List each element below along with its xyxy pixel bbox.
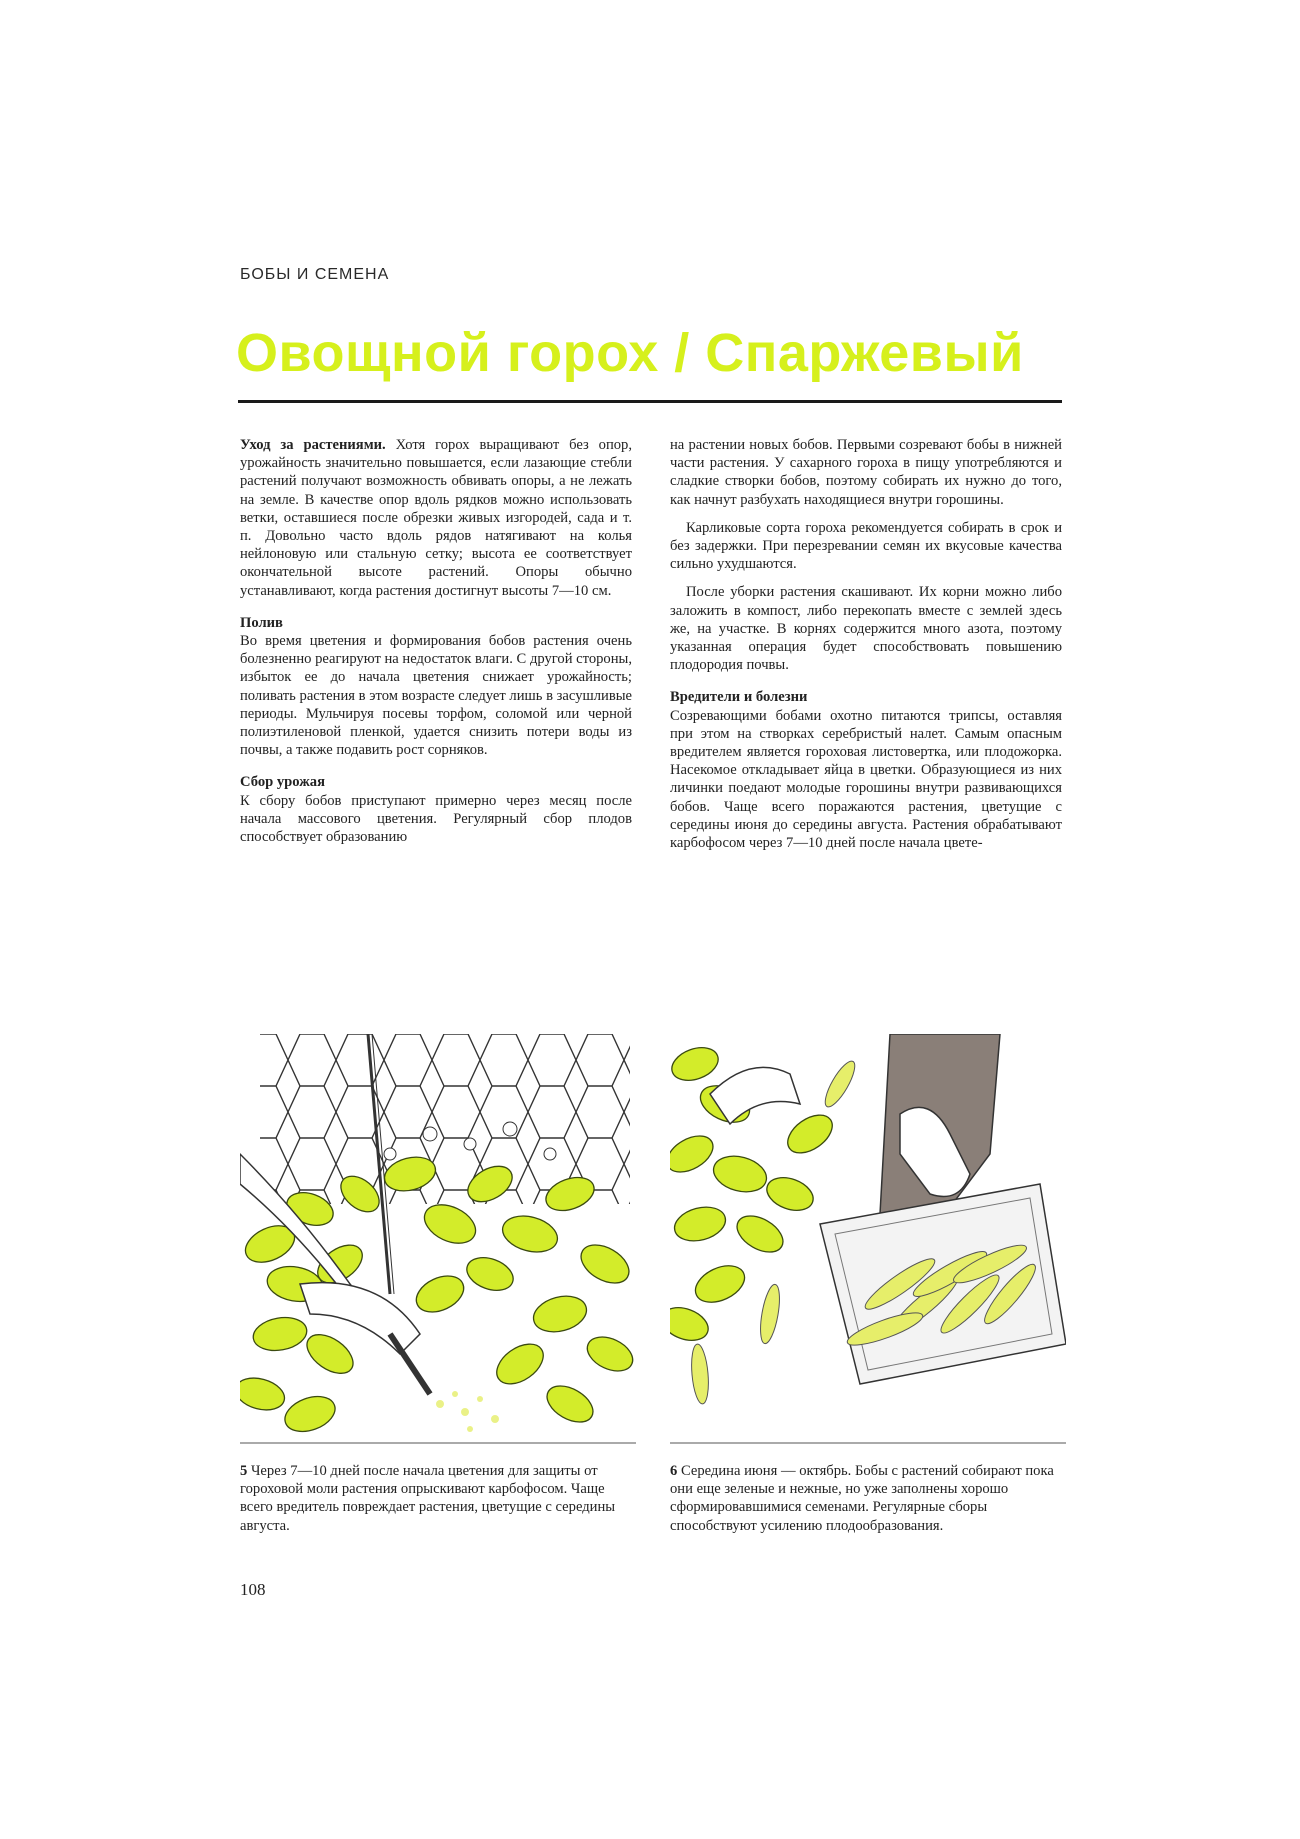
care-lead: Уход за растениями.	[240, 437, 386, 453]
figure-5-drawing	[240, 1034, 636, 1444]
figure-5-number: 5	[240, 1463, 248, 1479]
page-title: Овощной горох / Спаржевый	[236, 323, 1024, 383]
care-text: Хотя горох выращивают без опор, урожайность значительно повышается, если лазающие стебли растений получают возможность обвивать опоры, а не лежать на земле. В качестве опор вдоль рядков можно использовать ветки, оставшиеся после обрезки живых изгородей, сада и т. п. Довольно часто вдоль рядов натягивают на колья нейлоновую или стальную сетку; высота ее соответствует окончательной высоте растений. Опоры обычно устанавливают, когда растения достигнут высоты 7—10 см.	[240, 437, 633, 599]
figure-6-caption-text: Середина июня — октябрь. Бобы с растений собирают пока они еще зеленые и нежные, но уже заполнены хорошо сформировавшимися семенами. Регулярные сборы способствуют усилению плодообразования.	[670, 1463, 1054, 1534]
figure-5-caption-text: Через 7—10 дней после начала цветения для защиты от гороховой моли растения опрыскивают карбофосом. Чаще всего вредитель повреждает растения, цветущие с середины августа.	[240, 1463, 616, 1534]
harvest-heading: Сбор урожая	[240, 774, 326, 791]
figure-6-drawing	[670, 1034, 1066, 1444]
pests-paragraph: Созревающими бобами охотно питаются трипсы, оставляя при этом на створках серебристый налет. Самым опасным вредителем является гороховая листовертка, или плодожорка. Насекомое откладывает яйца в цветки. Образующиеся из них личинки поедают молодые горошины внутри развивающихся бобов. Чаще всего поражаются растения, цветущие с середины июня до середины августа. Растения обрабатывают карбофосом через 7—10 дней после начала цвете-	[670, 707, 1062, 852]
care-paragraph	[240, 436, 632, 600]
pests-heading: Вредители и болезни	[670, 689, 808, 706]
harvest-paragraph: К сбору бобов приступают примерно через месяц после начала массового цветения. Регулярный сбор плодов способствует образованию	[240, 792, 632, 846]
figure-6-number: 6	[670, 1463, 678, 1479]
figure-6-caption	[670, 1462, 1062, 1535]
after-harvest-paragraph: После уборки растения скашивают. Их корни можно либо заложить в компост, либо перекопать вместе с землей здесь же, на участке. В корнях содержится много азота, поэтому указанная операция будет способствовать повышению плодородия почвы.	[670, 584, 1062, 674]
pea-plants-net-spraying-illustration	[240, 1034, 636, 1444]
page-number: 108	[240, 1580, 266, 1599]
watering-paragraph: Во время цветения и формирования бобов растения очень болезненно реагируют на недостаток влаги. С другой стороны, избыток ее до начала цветения снижает урожайность; поливать растения в этом возрасте следует лишь в засушливые периоды. Мульчируя посевы торфом, соломой или черной полиэтиленовой пленкой, удается снизить потери воды из почвы, а также подавить рост сорняков.	[240, 633, 632, 759]
title-divider	[238, 400, 1062, 403]
left-text-column	[240, 436, 632, 846]
continued-paragraph: на растении новых бобов. Первыми созревают бобы в нижней части растения. У сахарного гороха в пищу употребляются и сладкие створки бобов, поэтому собирать их нужно до того, как начнут разбухать находящиеся внутри горошины.	[670, 437, 1062, 508]
pea-pods-harvest-tray-illustration	[670, 1034, 1066, 1444]
right-text-column	[670, 436, 1062, 852]
section-label: БОБЫ И СЕМЕНА	[240, 266, 390, 283]
watering-heading: Полив	[240, 614, 283, 631]
dwarf-varieties-paragraph: Карликовые сорта гороха рекомендуется собирать в срок и без задержки. При перезревании семян их вкусовые качества сильно ухудшаются.	[670, 519, 1062, 573]
figure-5-caption	[240, 1462, 632, 1535]
